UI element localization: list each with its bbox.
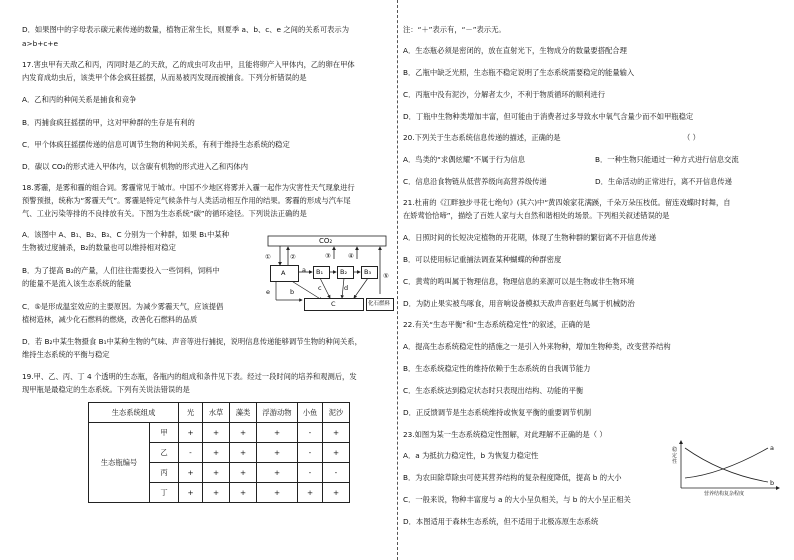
q23-stem: 23.如图为某一生态系统稳定性图解，对此理解不正确的是（ ）	[403, 430, 607, 439]
q18-stem-line3: 气、工业污染等排的不良排放有关。下图为生态系统“碳”的循环途径。下列说法正确的是	[22, 209, 307, 218]
table-cell: +	[257, 483, 298, 503]
table-note: 注：“＋”表示有，“－”表示无。	[403, 25, 506, 34]
curve-b-label: b	[770, 479, 775, 487]
column-divider	[397, 0, 398, 560]
graph-x-label: 营养结构复杂程度	[704, 491, 745, 497]
q19-stem-line1: 19.甲、乙、丙、丁 4 个透明的生态瓶，各瓶内的组成和条件见下表。经过一段时间的培养和观测后，发	[22, 372, 357, 381]
marker-2: ②	[290, 253, 296, 261]
co2-label: CO₂	[319, 237, 333, 245]
q22-stem: 22.有关“生态平衡”和“生态系统稳定性”的叙述，正确的是	[403, 320, 591, 329]
q23-option-d: D．本图适用于森林生态系统，但不适用于北极冻原生态系统	[403, 517, 599, 526]
table-cell: +	[298, 483, 323, 503]
q20-option-c: C．信息沿食物链从低营养级向高营养级传递	[403, 177, 547, 186]
q23-option-b: B．为农田除草除虫可使其营养结构的复杂程度降低，提高 b 的大小	[403, 473, 622, 482]
q18-option-b-line2: 的能量不是流入该生态系统的能量	[22, 279, 132, 288]
table-side-label: 生态瓶编号	[89, 423, 150, 503]
table-cell: -	[179, 443, 203, 463]
q22-option-b: B．生态系统稳定性的维持依赖于生态系统的自我调节能力	[403, 364, 591, 373]
table-cell: +	[230, 443, 257, 463]
table-header-cell: 藻类	[230, 403, 257, 423]
carbon-cycle-diagram	[262, 232, 394, 312]
q21-option-a: A．日照时间的长短决定植物的开花期，体现了生物种群的繁衍离不开信息传递	[403, 233, 657, 242]
table-header-row	[89, 403, 350, 423]
marker-5: ⑤	[383, 272, 389, 280]
q22-option-a: A．提高生态系统稳定性的措施之一是引入外来物种，增加生物种类，改变营养结构	[403, 342, 671, 351]
table-cell: +	[179, 463, 203, 483]
table-cell: +	[179, 423, 203, 443]
table-header-cell: 小鱼	[298, 403, 323, 423]
marker-3: ③	[325, 252, 331, 260]
q18-option-d-line2: 维持生态系统的平衡与稳定	[22, 350, 110, 359]
q19-option-b: B．乙瓶中缺乏光照，生态瓶不稳定说明了生态系统需要稳定的能量输入	[403, 68, 635, 77]
marker-4: ④	[348, 252, 354, 260]
q21-option-b: B．可以使用标记重捕法调查某种蝴蝶的种群密度	[403, 255, 562, 264]
node-b1-label: B₁	[316, 268, 324, 276]
q18-option-a-line1: A．该图中 A、B₁、B₂、B₃、C 分别为一个种群，如果 B₁中某种	[22, 230, 229, 239]
q20-stem: 20.下列关于生态系统信息传递的描述，正确的是	[403, 133, 561, 142]
table-cell: +	[323, 483, 350, 503]
q18-stem-line2: 预警预报，统称为“雾霾天气”。雾霾是特定气候条件与人类活动相互作用的结果。雾霾的形成与汽车尾	[22, 196, 351, 205]
table-cell: -	[298, 423, 323, 443]
q22-option-d: D．正反馈调节是生态系统维持或恢复平衡的重要调节机制	[403, 408, 592, 417]
q19-stem-line2: 现甲瓶是最稳定的生态系统。下列有关说法错误的是	[22, 385, 190, 394]
flow-c: c	[318, 284, 322, 292]
q18-option-c-line1: C．⑤是形成温室效应的主要原因。为减少雾霾天气，应该提倡	[22, 302, 224, 311]
q21-stem-line1: 21.杜甫的《江畔独步寻花七绝句》(其六)中“黄四娘家花满蹊，千朵万朵压枝低。留连戏蝶时时舞，自	[403, 198, 731, 207]
q20-option-b: B．一种生物只能通过一种方式进行信息交流	[595, 155, 739, 164]
table-cell: +	[323, 443, 350, 463]
table-cell: -	[323, 463, 350, 483]
table-cell: +	[203, 443, 230, 463]
table-cell: +	[257, 463, 298, 483]
node-b1	[313, 266, 330, 279]
table-cell: +	[257, 443, 298, 463]
q18-option-b-line1: B．为了提高 B₂的产量，人们往往需要投入一些饲料，饲料中	[22, 266, 220, 275]
table-cell: +	[203, 483, 230, 503]
flow-e: e	[266, 288, 270, 296]
q21-option-c: C．黄莺的鸣叫属于物理信息，物理信息的来源可以是生物或非生物环境	[403, 277, 635, 286]
q19-option-a: A．生态瓶必须是密闭的，放在直射光下，生物成分的数量要搭配合理	[403, 46, 627, 55]
flow-a: a	[302, 266, 306, 274]
table-cell: +	[179, 483, 203, 503]
table-row-name: 乙	[150, 443, 179, 463]
q19-option-d: D．丁瓶中生物种类增加丰富，但可能由于消费者过多导致水中氧气含量少而不如甲瓶稳定	[403, 112, 694, 121]
table-cell: +	[257, 423, 298, 443]
eco-bottle-table	[88, 402, 350, 503]
table-cell: +	[230, 483, 257, 503]
node-a-label: A	[281, 269, 286, 277]
table-header-cell: 生态系统组成	[89, 403, 179, 423]
q18-option-a-line2: 生物被过度捕杀，B₂的数量也可以维持相对稳定	[22, 243, 176, 252]
q17-option-c: C．甲个体疯狂摇摆传递的信息可调节生物的种间关系，有利于维持生态系统的稳定	[22, 140, 290, 149]
fossil-fuel-box	[366, 298, 394, 311]
table-cell: -	[298, 443, 323, 463]
node-b2	[337, 266, 354, 279]
q20-option-a: A．鸟类的“求偶炫耀”不属于行为信息	[403, 155, 526, 164]
curve-a-label: a	[770, 444, 774, 452]
table-row-name: 甲	[150, 423, 179, 443]
q17-stem-line1: 17.害虫甲有天敌乙和丙，丙同时是乙的天敌，乙的成虫可攻击甲，且能将卵产入甲体内，乙的卵在甲体	[22, 60, 355, 69]
q21-stem-line2: 在娇莺恰恰啼”，描绘了百姓人家与大自然和谐相处的场景。下列相关叙述错误的是	[403, 211, 670, 220]
graph-y-label: 稳定性	[672, 447, 678, 465]
q17-option-a: A．乙和丙的种间关系是捕食和竞争	[22, 95, 137, 104]
q17-stem-line2: 内发育成幼虫后，该类甲个体会疯狂摇摆，从而易被丙发现而被捕食。下列分析错误的是	[22, 73, 307, 82]
table-row-name: 丁	[150, 483, 179, 503]
node-b2-label: B₂	[340, 268, 348, 276]
node-b3-label: B₃	[364, 268, 372, 276]
table-cell: +	[230, 463, 257, 483]
flow-b: b	[290, 288, 295, 296]
fossil-fuel-label: 化石燃料	[368, 301, 391, 307]
q23-option-c: C．一般来说，物种丰富度与 a 的大小呈负相关，与 b 的大小呈正相关	[403, 495, 631, 504]
table-row	[89, 423, 350, 443]
stability-graph	[672, 438, 784, 498]
node-c	[304, 298, 364, 311]
q22-option-c: C．生态系统达到稳定状态时只表现出结构、功能的平衡	[403, 386, 584, 395]
q17-option-d: D．碳以 CO₂的形式进入甲体内，以含碳有机物的形式进入乙和丙体内	[22, 162, 249, 171]
q20-option-d: D．生命活动的正常进行，离不开信息传递	[595, 177, 732, 186]
flow-d: d	[344, 284, 349, 292]
q23-option-a: A．a 为抵抗力稳定性，b 为恢复力稳定性	[403, 451, 539, 460]
q16-option-d-line1: D．如果图中的字母表示碳元素传递的数量，植物正常生长，则夏季 a、b、c、e 之间的关系可表示为	[22, 25, 350, 34]
table-header-cell: 泥沙	[323, 403, 350, 423]
table-cell: +	[323, 423, 350, 443]
node-c-label: C	[331, 300, 336, 308]
table-cell: +	[230, 423, 257, 443]
q16-option-d-line2: a>b+c+e	[22, 39, 58, 48]
node-b3	[361, 266, 378, 279]
table-cell: +	[203, 423, 230, 443]
table-header-cell: 光	[179, 403, 203, 423]
q18-option-c-line2: 植树造林，减少化石燃料的燃烧，改善化石燃料的品质	[22, 315, 198, 324]
table-row-name: 丙	[150, 463, 179, 483]
table-cell: -	[298, 463, 323, 483]
q18-option-d-line1: D．若 B₂中某生物摄食 B₁中某种生物的气味、声音等进行捕捉，说明信息传递能够调节生物的种间关系，	[22, 337, 362, 346]
q17-option-b: B．丙捕食疯狂摇摆的甲，这对甲种群的生存是有利的	[22, 118, 195, 127]
table-header-cell: 水草	[203, 403, 230, 423]
table-header-cell: 浮游动物	[257, 403, 298, 423]
q20-answer-paren: （ ）	[683, 133, 700, 142]
q18-stem-line1: 18.雾霾，是雾和霾的组合词。雾霾常见于城市。中国不少地区将雾并入霾一起作为灾害性天气现象进行	[22, 183, 355, 192]
marker-1: ①	[265, 253, 271, 261]
q19-option-c: C．丙瓶中没有泥沙，分解者太少，不利于物质循环的顺利进行	[403, 90, 606, 99]
q21-option-d: D．为防止果实被鸟啄食，用音响设备模拟天敌声音驱赶鸟属于机械防治	[403, 299, 635, 308]
node-a	[270, 265, 299, 282]
table-cell: +	[203, 463, 230, 483]
